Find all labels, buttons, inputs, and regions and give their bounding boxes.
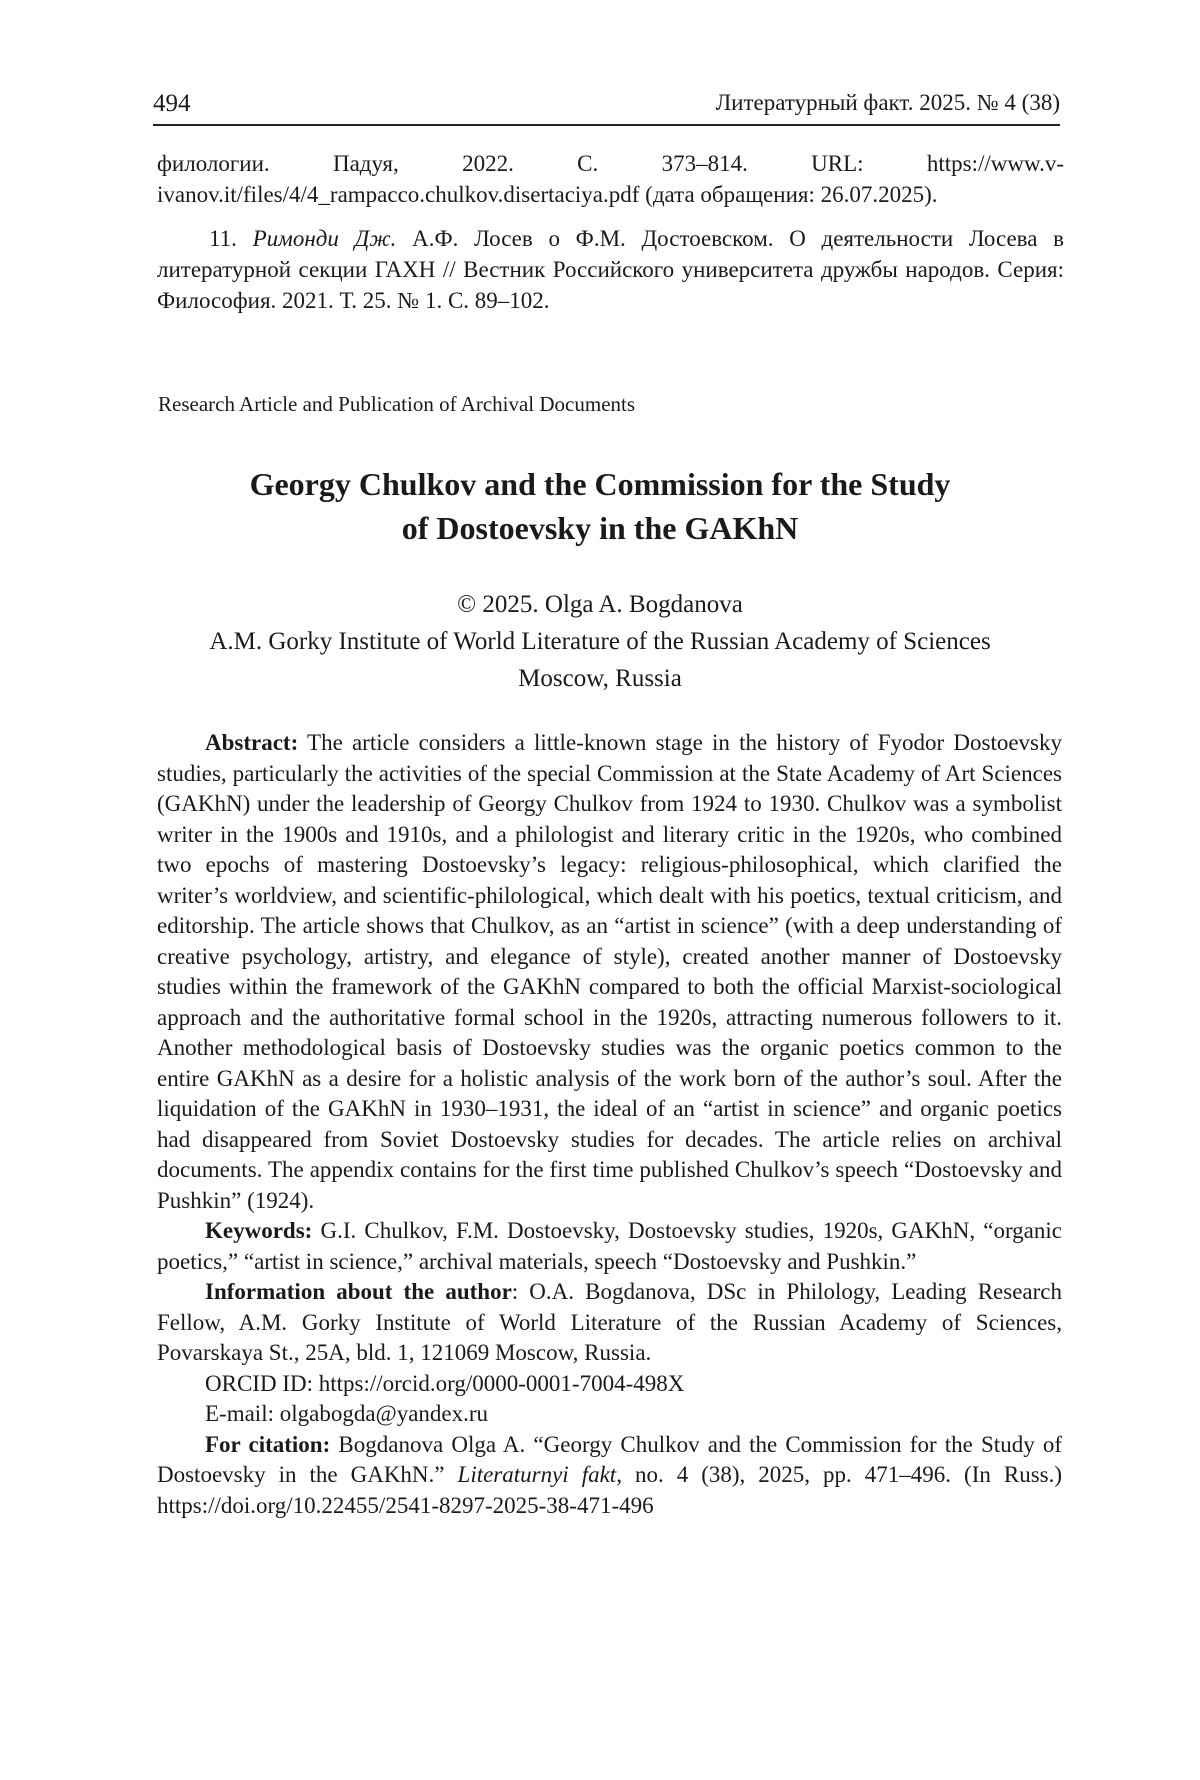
reference-text: А.Ф. Лосев о Ф.М. Достоевском. О деятельности Лосева в литературной секции ГАХН // Вестник Российского университета дружбы народов. Серия: Философия. 2021. Т. 25. № 1. С. 89–102. <box>157 226 1065 313</box>
article-title <box>140 462 1060 550</box>
citation-details: , no. 4 (38), 2025, pp. 471–496. (In Russ.) https://doi.org/10.22455/2541-8297-2025-38-471-496 <box>157 1462 1063 1518</box>
keywords-text: G.I. Chulkov, F.M. Dostoevsky, Dostoevsky studies, 1920s, GAKhN, “organic poetics,” “artist in science,” archival materials, speech “Dostoevsky and Pushkin.” <box>157 1218 1062 1274</box>
author-info-text: : O.A. Bogdanova, DSc in Philology, Leading Research Fellow, A.M. Gorky Institute of World Literature of the Russian Academy of Sciences, Povarskaya St., 25A, bld. 1, 121069 Moscow, Russia. <box>157 1279 1062 1365</box>
author-block <box>140 586 1060 697</box>
article-type: Research Article and Publication of Archival Documents <box>158 392 636 416</box>
article-title-line-1: Georgy Chulkov and the Commission for the Study <box>249 466 951 502</box>
abstract-section <box>157 728 1062 1521</box>
reference-number: 11. <box>209 226 237 251</box>
reference-continuation: филологии. Падуя, 2022. С. 373–814. URL: https://www.v-ivanov.it/files/4/4_rampacco.chulkov.disertaciya.pdf (дата обращения: 26.07.2025). <box>157 151 1064 207</box>
page-number: 494 <box>153 90 191 117</box>
author-institution: A.M. Gorky Institute of World Literature of the Russian Academy of Sciences <box>209 628 991 655</box>
orcid-line: ORCID ID: https://orcid.org/0000-0001-7004-498X <box>205 1370 685 1396</box>
author-location: Moscow, Russia <box>518 665 682 692</box>
reference-list <box>157 148 1064 316</box>
abstract-text: The article considers a little-known stage in the history of Fyodor Dostoevsky studies, particularly the activities of the special Commission at the State Academy of Art Sciences (GAKhN) under the leadership of Georgy Chulkov from 1924 to 1930. Chulkov was a symbolist writer in the 1900s and 1910s, and a philologist and literary critic in the 1920s, who combined two epochs of mastering Dostoevsky’s legacy: religious-philosophical, which clarified the writer’s worldview, and scientific-philological, which dealt with his poetics, textual criticism, and editorship. The article shows that Chulkov, as an “artist in science” (with a deep understanding of creative psychology, artistry, and elegance of style), created another manner of Dostoevsky studies within the framework of the GAKhN compared to both the official Marxist-sociological approach and the authoritative formal school in the 1920s, attracting numerous followers to it. Another methodological basis of Dostoevsky studies was the organic poetics common to the entire GAKhN as a desire for a holistic analysis of the work born of the author’s soul. After the liquidation of the GAKhN in 1930–1931, the ideal of an “artist in science” and organic poetics had disappeared from Soviet Dostoevsky studies for decades. The article relies on archival documents. The appendix contains for the first time published Chulkov’s speech “Dostoevsky and Pushkin” (1924). <box>157 730 1062 1213</box>
abstract-paragraph <box>157 728 1062 1216</box>
citation-paragraph <box>157 1430 1062 1522</box>
running-header <box>153 90 1060 126</box>
keywords-paragraph <box>157 1216 1062 1277</box>
author-info-paragraph <box>157 1277 1062 1369</box>
article-title-line-2: of Dostoevsky in the GAKhN <box>401 510 799 546</box>
keywords-label: Keywords: <box>205 1218 313 1243</box>
reference-author: Римонди Дж. <box>252 226 397 251</box>
citation-text: Bogdanova Olga A. “Georgy Chulkov and the Commission for the Study of Dostoevsky in the GAKhN.” <box>157 1431 1063 1487</box>
citation-journal: Literaturnyi fakt <box>457 1462 617 1487</box>
abstract-label: Abstract: <box>205 730 299 755</box>
reference-item-11 <box>157 223 1064 316</box>
email-line: E-mail: olgabogda@yandex.ru <box>205 1401 489 1426</box>
header-rule <box>153 124 1060 126</box>
author-name: © 2025. Olga A. Bogdanova <box>457 591 743 618</box>
author-info-label: Information about the author <box>205 1279 512 1304</box>
citation-label: For citation: <box>205 1431 331 1457</box>
journal-title: Литературный факт. 2025. № 4 (38) <box>715 90 1060 115</box>
